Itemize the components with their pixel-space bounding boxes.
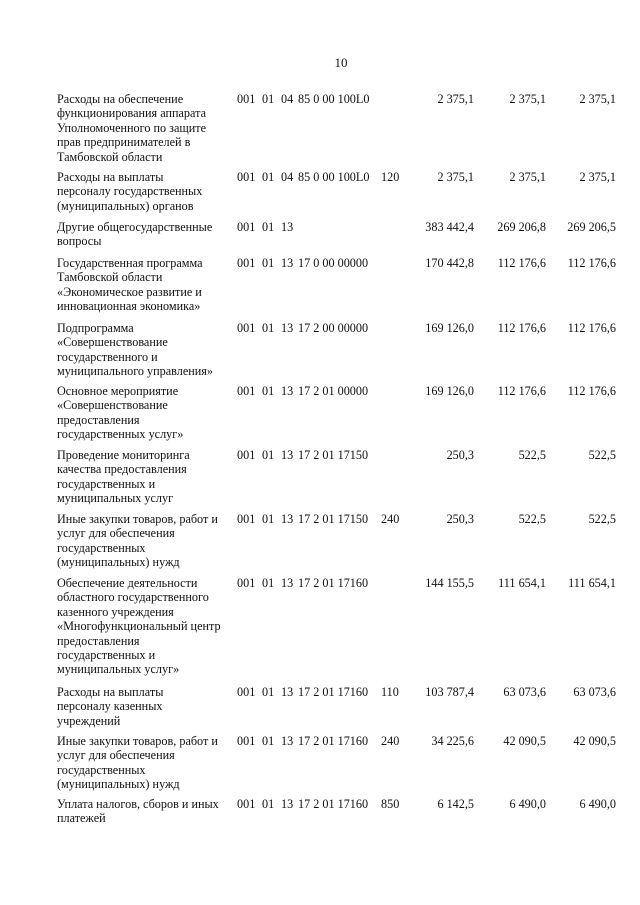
code-target-item: 17 2 00 00000: [298, 321, 369, 335]
amount-year-2: 112 176,6: [497, 384, 546, 398]
code-section: 01: [262, 321, 275, 335]
code-ministry: 001: [237, 685, 256, 699]
code-section: 01: [262, 220, 275, 234]
amount-year-3: 522,5: [588, 512, 616, 526]
code-subsection: 13: [281, 448, 294, 462]
code-ministry: 001: [237, 448, 256, 462]
code-section: 01: [262, 685, 275, 699]
amount-year-1: 6 142,5: [437, 797, 474, 811]
code-section: 01: [262, 448, 275, 462]
code-subsection: 13: [281, 220, 294, 234]
code-subsection: 13: [281, 256, 294, 270]
amount-year-2: 42 090,5: [503, 734, 546, 748]
amount-year-1: 2 375,1: [437, 92, 474, 106]
amount-year-2: 63 073,6: [503, 685, 546, 699]
code-subsection: 13: [281, 384, 294, 398]
code-target-item: 17 2 01 17160: [298, 797, 369, 811]
amount-year-3: 2 375,1: [579, 170, 616, 184]
amount-year-3: 522,5: [588, 448, 616, 462]
amount-year-3: 6 490,0: [579, 797, 616, 811]
code-ministry: 001: [237, 92, 256, 106]
amount-year-2: 2 375,1: [509, 170, 546, 184]
row-name: Расходы на выплаты персоналу казенных учреждений: [57, 685, 164, 728]
code-section: 01: [262, 797, 275, 811]
amount-year-1: 170 442,8: [425, 256, 474, 270]
row-name: Иные закупки товаров, работ и услуг для обеспечения государственных (муниципальных) нужд: [57, 512, 218, 570]
amount-year-2: 112 176,6: [497, 256, 546, 270]
row-name: Уплата налогов, сборов и иных платежей: [57, 797, 219, 826]
code-subsection: 13: [281, 685, 294, 699]
amount-year-3: 112 176,6: [567, 321, 616, 335]
code-section: 01: [262, 576, 275, 590]
code-target-item: 85 0 00 100L0: [298, 170, 370, 184]
amount-year-2: 6 490,0: [509, 797, 546, 811]
code-target-item: 17 2 01 17150: [298, 448, 369, 462]
code-ministry: 001: [237, 384, 256, 398]
amount-year-3: 2 375,1: [579, 92, 616, 106]
amount-year-1: 144 155,5: [425, 576, 474, 590]
page-number: 10: [334, 55, 348, 70]
code-ministry: 001: [237, 321, 256, 335]
amount-year-3: 111 654,1: [568, 576, 616, 590]
code-subsection: 13: [281, 512, 294, 526]
code-section: 01: [262, 734, 275, 748]
row-name: Расходы на обеспечение функционирования аппарата Уполномоченного по защите прав предпринимателей в Тамбовской области: [57, 92, 207, 164]
row-name: Иные закупки товаров, работ и услуг для обеспечения государственных (муниципальных) нужд: [57, 734, 218, 792]
amount-year-1: 250,3: [446, 512, 474, 526]
amount-year-2: 269 206,8: [497, 220, 546, 234]
code-section: 01: [262, 170, 275, 184]
code-subsection: 13: [281, 576, 294, 590]
code-ministry: 001: [237, 512, 256, 526]
code-section: 01: [262, 512, 275, 526]
code-ministry: 001: [237, 797, 256, 811]
amount-year-1: 103 787,4: [425, 685, 474, 699]
amount-year-2: 522,5: [518, 448, 546, 462]
code-expense-type: 110: [381, 685, 399, 699]
amount-year-1: 250,3: [446, 448, 474, 462]
code-section: 01: [262, 256, 275, 270]
code-target-item: 17 0 00 00000: [298, 256, 369, 270]
amount-year-3: 112 176,6: [567, 384, 616, 398]
row-name: Государственная программа Тамбовской области «Экономическое развитие и инновационная экономика»: [57, 256, 203, 314]
code-ministry: 001: [237, 170, 256, 184]
code-target-item: 17 2 01 17160: [298, 734, 369, 748]
amount-year-1: 169 126,0: [425, 384, 474, 398]
amount-year-1: 34 225,6: [431, 734, 474, 748]
code-target-item: 85 0 00 100L0: [298, 92, 370, 106]
amount-year-2: 2 375,1: [509, 92, 546, 106]
code-ministry: 001: [237, 576, 256, 590]
row-name: Другие общегосударственные вопросы: [57, 220, 213, 249]
amount-year-2: 522,5: [518, 512, 546, 526]
code-target-item: 17 2 01 00000: [298, 384, 369, 398]
row-name: Расходы на выплаты персоналу государственных (муниципальных) органов: [57, 170, 203, 213]
amount-year-3: 112 176,6: [567, 256, 616, 270]
code-expense-type: 240: [381, 512, 400, 526]
row-name: Основное мероприятие «Совершенствование предоставления государственных услуг»: [57, 384, 184, 442]
code-subsection: 13: [281, 321, 294, 335]
code-subsection: 04: [281, 170, 294, 184]
amount-year-3: 63 073,6: [573, 685, 616, 699]
row-name: Проведение мониторинга качества предоставления государственных и муниципальных услуг: [57, 448, 190, 506]
code-target-item: 17 2 01 17160: [298, 576, 369, 590]
code-target-item: 17 2 01 17150: [298, 512, 369, 526]
code-ministry: 001: [237, 220, 256, 234]
row-name: Подпрограмма «Совершенствование государственного и муниципального управления»: [57, 321, 213, 379]
code-target-item: 17 2 01 17160: [298, 685, 369, 699]
code-expense-type: 240: [381, 734, 400, 748]
code-section: 01: [262, 92, 275, 106]
code-section: 01: [262, 384, 275, 398]
amount-year-3: 269 206,5: [567, 220, 616, 234]
code-subsection: 13: [281, 734, 294, 748]
amount-year-1: 169 126,0: [425, 321, 474, 335]
code-subsection: 04: [281, 92, 294, 106]
code-expense-type: 120: [381, 170, 400, 184]
amount-year-2: 112 176,6: [497, 321, 546, 335]
amount-year-2: 111 654,1: [498, 576, 546, 590]
amount-year-1: 383 442,4: [425, 220, 474, 234]
code-expense-type: 850: [381, 797, 400, 811]
amount-year-3: 42 090,5: [573, 734, 616, 748]
amount-year-1: 2 375,1: [437, 170, 474, 184]
row-name: Обеспечение деятельности областного государственного казенного учреждения «Многофункциональный центр предоставления государственных и муниципальных услуг»: [57, 576, 221, 677]
code-ministry: 001: [237, 256, 256, 270]
code-ministry: 001: [237, 734, 256, 748]
code-subsection: 13: [281, 797, 294, 811]
